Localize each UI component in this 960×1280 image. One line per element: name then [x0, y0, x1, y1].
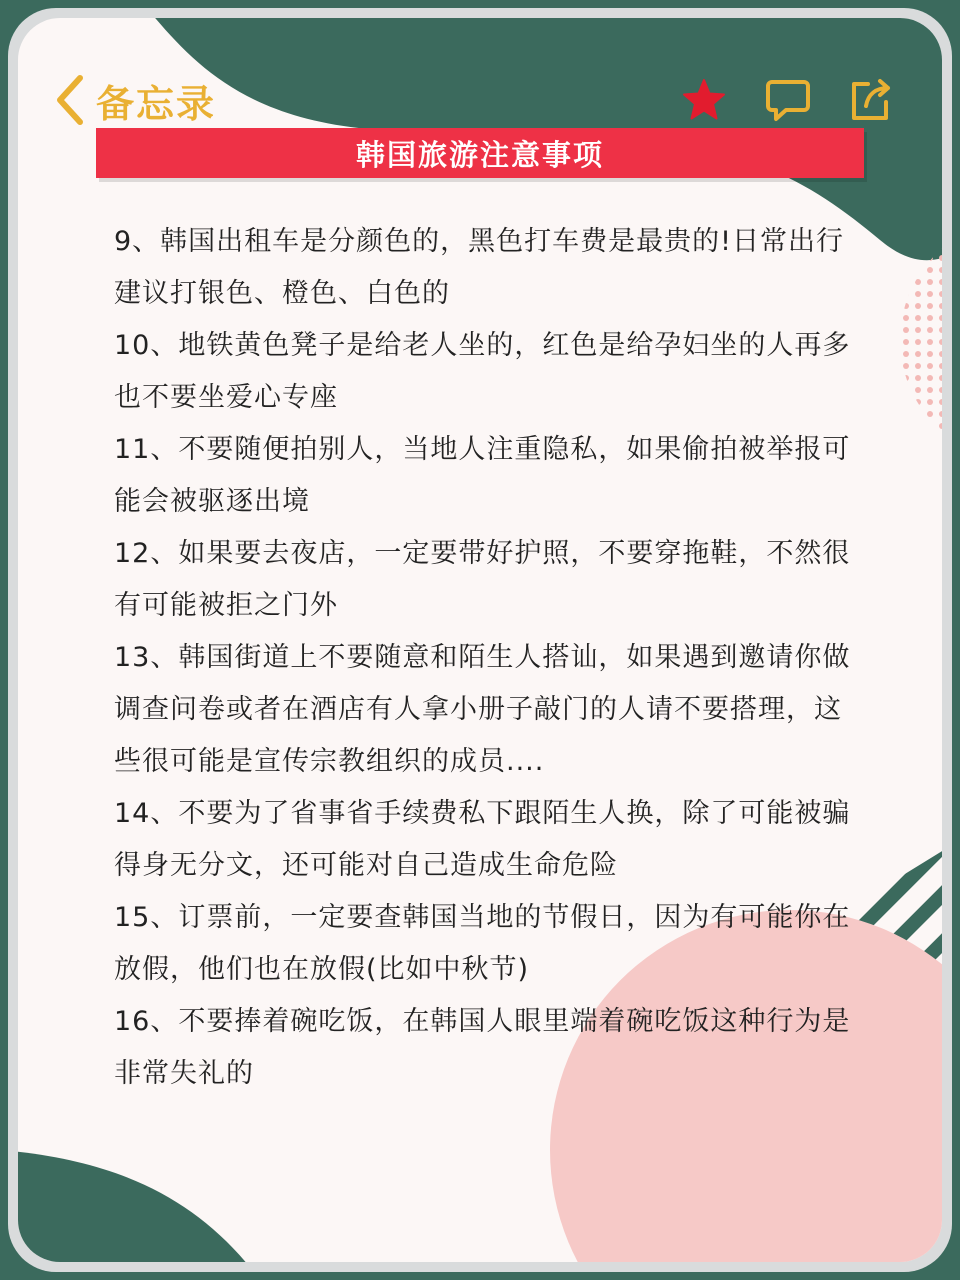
star-icon[interactable]: [680, 76, 728, 124]
note-body: [114, 216, 854, 1100]
back-label: 备忘录: [96, 81, 217, 126]
list-item: 11、不要随便拍别人，当地人注重隐私，如果偷拍被举报可能会被驱逐出境: [114, 434, 851, 517]
list-item: 14、不要为了省事省手续费私下跟陌生人换，除了可能被骗得身无分文，还可能对自己造成生命危险: [114, 798, 851, 881]
list-item: 13、韩国街道上不要随意和陌生人搭讪，如果遇到邀请你做调查问卷或者在酒店有人拿小册子敲门的人请不要搭理，这些很可能是宣传宗教组织的成员....: [114, 642, 851, 777]
speech-bubble-icon[interactable]: [764, 76, 812, 124]
back-button[interactable]: [52, 70, 216, 130]
share-icon[interactable]: [846, 76, 894, 124]
list-item: 10、地铁黄色凳子是给老人坐的，红色是给孕妇坐的人再多也不要坐爱心专座: [114, 330, 851, 413]
list-item: 16、不要捧着碗吃饭，在韩国人眼里端着碗吃饭这种行为是非常失礼的: [114, 1006, 851, 1089]
navigation-bar: [0, 70, 960, 130]
list-item: 12、如果要去夜店，一定要带好护照，不要穿拖鞋，不然很有可能被拒之门外: [114, 538, 851, 621]
note-title-banner: [96, 128, 864, 178]
list-item: 9、韩国出租车是分颜色的，黑色打车费是最贵的!日常出行建议打银色、橙色、白色的: [114, 226, 845, 309]
note-title: 韩国旅游注意事项: [355, 137, 604, 172]
chevron-left-icon: [52, 74, 86, 126]
list-item: 15、订票前，一定要查韩国当地的节假日，因为有可能你在放假，他们也在放假(比如中秋节): [114, 902, 851, 985]
